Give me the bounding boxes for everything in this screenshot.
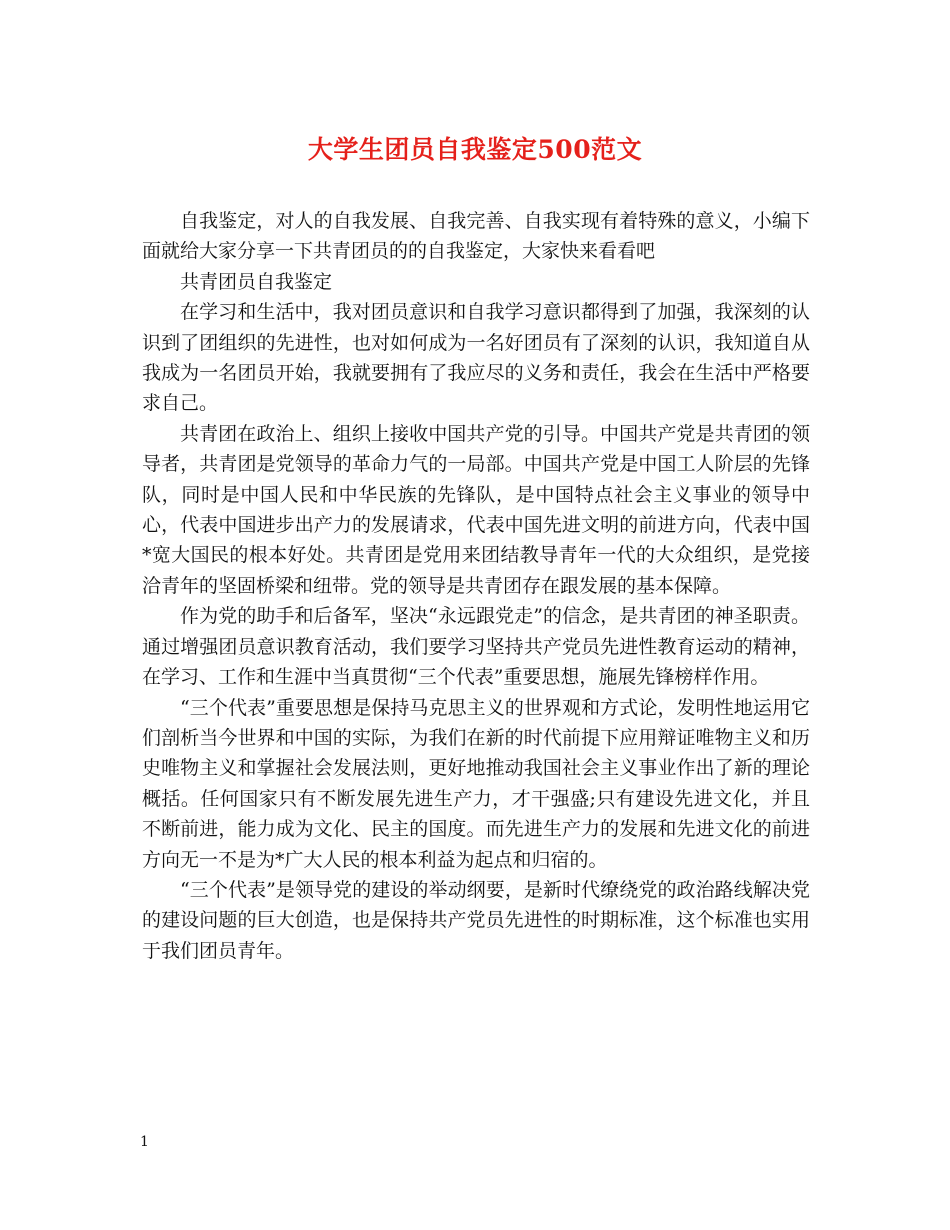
paragraph-3: 作为党的助手和后备军，坚决“永远跟党走”的信念，是共青团的神圣职责。通过增强团员意识教育活动，我们要学习坚持共产党员先进性教育运动的精神，在学习、工作和生涯中当真贯彻“三个代表”重要思想，施展先锋榜样作用。 xyxy=(142,605,810,689)
paragraph-1: 在学习和生活中，我对团员意识和自我学习意识都得到了加强，我深刻的认识到了团组织的先进性，也对如何成为一名好团员有了深刻的认识，我知道自从我成为一名团员开始，我就要拥有了我应尽的义务和责任，我会在生活中严格要求自己。 xyxy=(142,301,810,415)
paragraph-intro: 自我鉴定，对人的自我发展、自我完善、自我实现有着特殊的意义，小编下面就给大家分享一下共青团员的的自我鉴定，大家快来看看吧 xyxy=(142,210,810,263)
paragraph-4: “三个代表”重要思想是保持马克思主义的世界观和方式论，发明性地运用它们剖析当今世界和中国的实际，为我们在新的时代前提下应用辩证唯物主义和历史唯物主义和掌握社会发展法则，更好地推动我国社会主义事业作出了新的理论概括。任何国家只有不断发展先进生产力，才干强盛;只有建设先进文化，并且不断前进，能力成为文化、民主的国度。而先进生产力的发展和先进文化的前进方向无一不是为*广大人民的根本利益为起点和归宿的。 xyxy=(142,696,810,871)
document-title: 大学生团员自我鉴定500范文 xyxy=(307,135,643,164)
page-number: 1 xyxy=(140,1134,149,1150)
paragraph-heading: 共青团员自我鉴定 xyxy=(180,270,333,293)
document-body xyxy=(142,206,810,966)
paragraph-2: 共青团在政治上、组织上接收中国共产党的引导。中国共产党是共青团的领导者，共青团是党领导的革命力气的一局部。中国共产党是中国工人阶层的先锋队，同时是中国人民和中华民族的先锋队，是中国特点社会主义事业的领导中心，代表中国进步出产力的发展请求，代表中国先进文明的前进方向，代表中国*宽大国民的根本好处。共青团是党用来团结教导青年一代的大众组织，是党接洽青年的坚固桥梁和纽带。党的领导是共青团存在跟发展的基本保障。 xyxy=(142,422,810,597)
paragraph-5: “三个代表”是领导党的建设的举动纲要，是新时代缭绕党的政治路线解决党的建设问题的巨大创造，也是保持共产党员先进性的时期标准，这个标准也实用于我们团员青年。 xyxy=(142,878,810,962)
